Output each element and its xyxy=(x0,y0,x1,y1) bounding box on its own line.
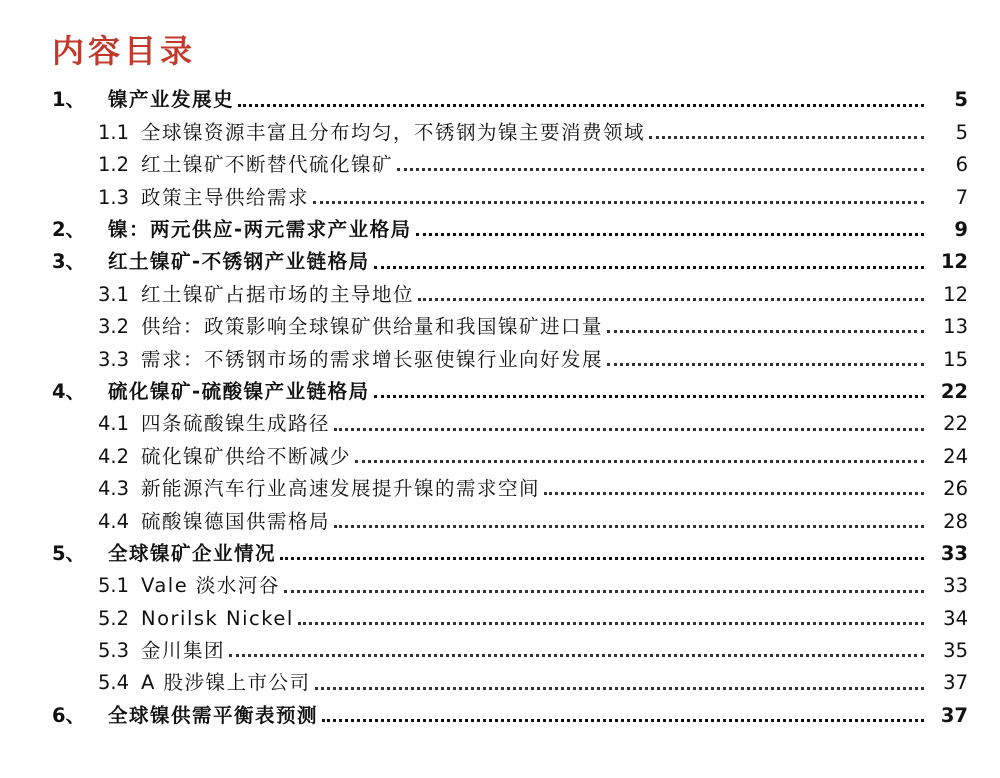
toc-entry[interactable] xyxy=(0,214,1000,246)
dot-leader xyxy=(284,590,924,593)
toc-entry[interactable] xyxy=(0,537,1000,569)
toc-entry-number: 4.2 xyxy=(98,444,130,468)
toc-entry-number: 3.2 xyxy=(98,315,130,339)
toc-entry[interactable] xyxy=(0,505,1000,537)
toc-entry-title: 硫酸镍德国供需格局 xyxy=(141,509,331,533)
toc-entry-title: 全球镍资源丰富且分布均匀，不锈钢为镍主要消费领域 xyxy=(141,120,646,144)
toc-entry-title: 红土镍矿占据市场的主导地位 xyxy=(141,282,415,306)
toc-entry-title: 政策主导供给需求 xyxy=(141,185,310,209)
toc-entry-page: 33 xyxy=(943,574,968,598)
toc-entry[interactable] xyxy=(0,667,1000,699)
toc-entry-number: 5、 xyxy=(52,541,86,565)
dot-leader xyxy=(322,719,924,722)
dot-leader xyxy=(313,201,924,204)
toc-entry-page: 28 xyxy=(943,509,968,533)
dot-leader xyxy=(649,136,924,139)
toc-entry-page: 12 xyxy=(940,250,968,274)
toc-entry-title: 全球镍矿企业情况 xyxy=(108,541,277,565)
toc-entry-number: 1、 xyxy=(52,88,86,112)
toc-entry[interactable] xyxy=(0,699,1000,731)
toc-entry-title: 镍产业发展史 xyxy=(108,88,235,112)
toc-entry-title: Norilsk Nickel xyxy=(141,606,294,630)
toc-entry-page: 37 xyxy=(940,703,968,727)
toc-entry[interactable] xyxy=(0,116,1000,148)
toc-entry-page: 35 xyxy=(943,639,968,663)
toc-entry-title: 新能源汽车行业高速发展提升镍的需求空间 xyxy=(141,477,541,501)
toc-entry-number: 3.3 xyxy=(98,347,130,371)
toc-entry-page: 26 xyxy=(943,477,968,501)
toc-entry-number: 1.1 xyxy=(98,120,130,144)
dot-leader xyxy=(355,460,924,463)
toc-entry-number: 1.2 xyxy=(98,153,130,177)
toc-entry[interactable] xyxy=(0,635,1000,667)
toc-entry-title: 四条硫酸镍生成路径 xyxy=(141,412,331,436)
toc-entry-number: 3、 xyxy=(52,250,86,274)
dot-leader xyxy=(238,104,924,107)
toc-entry-page: 33 xyxy=(940,541,968,565)
dot-leader xyxy=(374,395,924,398)
toc-entry-page: 12 xyxy=(943,282,968,306)
toc-entry[interactable] xyxy=(0,602,1000,634)
dot-leader xyxy=(298,622,924,625)
toc-entry-number: 5.3 xyxy=(98,639,130,663)
toc-entry-page: 37 xyxy=(943,671,968,695)
dot-leader xyxy=(334,428,924,431)
toc-entry-number: 4.1 xyxy=(98,412,130,436)
dot-leader xyxy=(544,492,924,495)
dot-leader xyxy=(607,363,924,366)
toc-entry[interactable] xyxy=(0,149,1000,181)
toc-entry-title: 金川集团 xyxy=(141,639,226,663)
toc-entry-page: 22 xyxy=(940,379,968,403)
toc-entry[interactable] xyxy=(0,570,1000,602)
toc-entry-number: 5.4 xyxy=(98,671,130,695)
toc-entry-page: 13 xyxy=(943,315,968,339)
toc-entry-page: 22 xyxy=(943,412,968,436)
toc-entry-title: 全球镍供需平衡表预测 xyxy=(108,703,319,727)
toc-entry-page: 5 xyxy=(955,120,968,144)
dot-leader xyxy=(397,168,924,171)
toc-entry-page: 34 xyxy=(943,606,968,630)
toc-entry-page: 9 xyxy=(954,218,968,241)
toc-entry-page: 7 xyxy=(955,185,968,209)
toc-entry-number: 5.2 xyxy=(98,606,130,630)
toc-entry-title: 需求：不锈钢市场的需求增长驱使镍行业向好发展 xyxy=(141,347,604,371)
dot-leader xyxy=(416,233,924,236)
toc-entry-number: 4.3 xyxy=(98,477,130,501)
dot-leader xyxy=(334,525,924,528)
toc-entry-number: 1.3 xyxy=(98,185,130,209)
toc-entry[interactable] xyxy=(0,84,1000,116)
toc-entry[interactable] xyxy=(0,343,1000,375)
toc-entry-page: 24 xyxy=(943,444,968,468)
toc-entry-title: 红土镍矿-不锈钢产业链格局 xyxy=(108,250,370,274)
toc-entry-title: 红土镍矿不断替代硫化镍矿 xyxy=(141,153,394,177)
dot-leader xyxy=(280,557,924,560)
toc-entry[interactable] xyxy=(0,246,1000,278)
toc-entry-title: A 股涉镍上市公司 xyxy=(141,671,311,695)
toc-entry[interactable] xyxy=(0,376,1000,408)
dot-leader xyxy=(418,298,924,301)
toc-entry-page: 15 xyxy=(943,347,968,371)
dot-leader xyxy=(374,266,924,269)
toc-entry-title: Vale 淡水河谷 xyxy=(141,574,280,598)
toc-entry-title: 硫化镍矿供给不断减少 xyxy=(141,444,352,468)
toc-entry[interactable] xyxy=(0,278,1000,310)
toc-entry-number: 6、 xyxy=(52,703,86,727)
toc-entry[interactable] xyxy=(0,181,1000,213)
toc-entry[interactable] xyxy=(0,311,1000,343)
toc-entry-number: 5.1 xyxy=(98,574,130,598)
toc-entry-title: 镍：两元供应-两元需求产业格局 xyxy=(108,218,412,241)
table-of-contents xyxy=(0,84,1000,732)
dot-leader xyxy=(315,687,924,690)
toc-title: 内容目录 xyxy=(52,32,197,70)
toc-entry[interactable] xyxy=(0,473,1000,505)
toc-entry[interactable] xyxy=(0,408,1000,440)
toc-entry-title: 供给：政策影响全球镍矿供给量和我国镍矿进口量 xyxy=(141,315,604,339)
dot-leader xyxy=(607,330,924,333)
toc-entry-number: 3.1 xyxy=(98,282,130,306)
toc-entry-number: 4.4 xyxy=(98,509,130,533)
toc-entry-number: 2、 xyxy=(52,218,86,241)
toc-entry-title: 硫化镍矿-硫酸镍产业链格局 xyxy=(108,379,370,403)
toc-entry[interactable] xyxy=(0,440,1000,472)
toc-entry-page: 5 xyxy=(954,88,968,112)
toc-entry-page: 6 xyxy=(955,153,968,177)
dot-leader xyxy=(229,654,924,657)
toc-entry-number: 4、 xyxy=(52,379,86,403)
